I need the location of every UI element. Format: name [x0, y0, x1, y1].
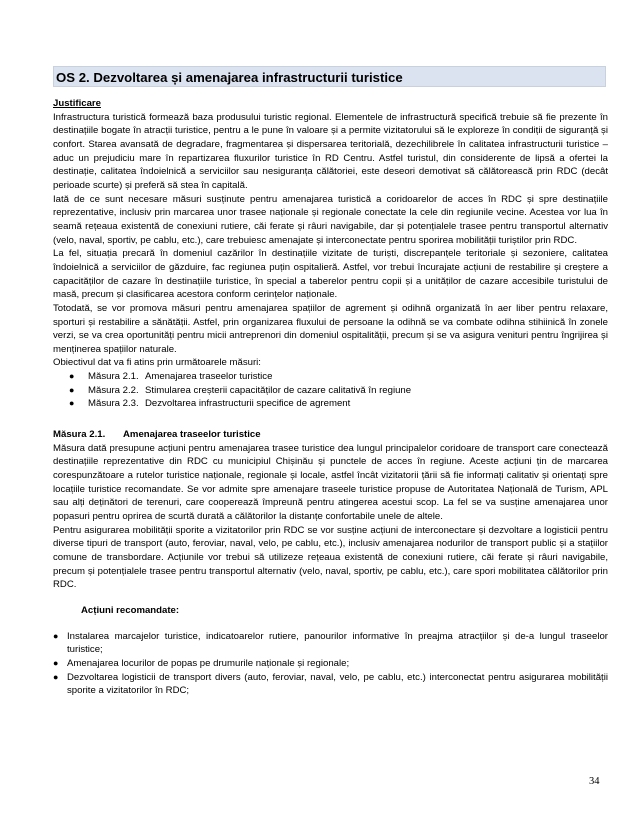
body-text: [53, 97, 608, 698]
paragraph: Obiectivul dat va fi atins prin următoarele măsuri:: [53, 357, 261, 369]
action-text: Amenajarea locurilor de popas pe drumurile naționale și regionale;: [67, 657, 350, 669]
measure-item: [69, 397, 608, 411]
measure-heading-code: Măsura 2.1.: [53, 429, 106, 441]
action-item: [53, 657, 608, 671]
action-text: Instalarea marcajelor turistice, indicatoarelor rutiere, panourilor informative în preajma atracțiilor și de-a lungul traseelor turistice;: [67, 630, 608, 656]
bullet-icon: ●: [69, 398, 75, 409]
paragraph: Totodată, se vor promova măsuri pentru amenajarea spațiilor de agrement și odihnă organizată în aer liber pentru relaxare, sporturi și restabilire a sănătății. Astfel, prin organizarea fluxului de persoane la odihnă se va combate odihna stihiinică în zonele verzi, se va crea oportunități pentru micii antreprenori din domeniul ospitalității, precum și se va asigura venituri pentru îngrijirea și menținerea spațiilor naturale.: [53, 302, 608, 355]
bullet-icon: ●: [53, 657, 59, 668]
bullet-icon: ●: [53, 630, 59, 641]
paragraph: Infrastructura turistică formează baza produsului turistic regional. Elementele de infrastructură specifică trebuie să fie prezente în destinațiile bogate în atracții turistice, pentru a le pune în valoare și a permite vizitatorului să le exploreze în condiții de siguranță și confort. Starea avansată de degradare, fragmentarea și dispersarea teritorială, dezechilibrele în calitatea infrastructurii turistice – aduc un prejudiciu mare în repartizarea fluxurilor turistice în RD Centru. Astfel turistul, din considerente de lipsă a ofertei la destinație, calitatea îndoielnică a serviciilor sau nesiguranța călătoriei, este deseori demotivat să călătorească prin RDC (decât perioade scurte) și preferă să stea în capitală.: [53, 111, 608, 191]
measure-code: Măsura 2.3.: [88, 398, 139, 410]
measure-code: Măsura 2.2.: [88, 384, 139, 396]
measure-code: Măsura 2.1.: [88, 371, 139, 383]
measures-list: [53, 370, 608, 411]
paragraph: Iată de ce sunt necesare măsuri susținute pentru amenajarea turistică a coridoarelor de acces în RDC și spre destinațiile reprezentative, inclusiv prin marcarea unor trasee naționale și regionale conectate la cele din regiunile vecine. Acestea vor lua în seamă rețeaua existentă de conexiuni rutiere, căi ferate și râuri navigabile, dar și potențialele trasee pentru transportul alternativ (velo, naval, sportiv, pe cablu, etc.), care trebuiesc amenajate și interconectate pentru sporirea mobilității turiștilor prin RDC.: [53, 193, 608, 246]
spacer: [53, 411, 608, 428]
action-item: [53, 671, 608, 698]
bullet-icon: ●: [69, 371, 75, 382]
measure-item: [69, 384, 608, 398]
paragraph: Pentru asigurarea mobilității sporite a vizitatorilor prin RDC se vor susține acțiuni de interconectare și dezvoltare a logisticii pentru diverse tipuri de transport (auto, feroviar, naval, velo, pe cablu, etc.), inclusiv amenajarea nodurilor de transport public și a stațiilor comune de transbordare. Acțiunile vor trebui să utilizeze rețeaua existentă de conexiuni rutiere, căi ferate și râuri navigabile, precum și potențialele trasee pentru transportul alternativ (velo, naval, sportiv, pe cablu, etc.), care spori mobilitatea călătorilor prin RDC.: [53, 524, 608, 591]
justificare-heading: Justificare: [53, 98, 101, 109]
paragraph: La fel, situația precară în domeniul cazărilor în destinațiile vizitate de turiști, discrepanțele teritoriale și sezoniere, calitatea îndoielnică a serviciilor de găzduire, fac regiunea puțin ospitalieră. Astfel, vor trebui încurajate acțiuni de restabilire și creștere a capacităților de cazare în destinațiile turistice, în special a taberelor pentru copii și a unităților de cazare accesibile turistului de masă, precum și clasificarea acestora conform cerințelor naționale.: [53, 248, 608, 301]
measure-heading: [53, 428, 608, 442]
measure-title: Stimularea creșterii capacităților de cazare calitativă în regiune: [145, 384, 412, 396]
measure-item: [69, 370, 608, 384]
measure-title: Dezvoltarea infrastructurii specifice de agrement: [145, 398, 351, 410]
action-item: [53, 630, 608, 657]
page-number: 34: [589, 776, 600, 787]
action-text: Dezvoltarea logisticii de transport divers (auto, feroviar, naval, velo, pe cablu, etc.) interconectat pentru asigurarea mobilității sporite a vizitatorilor în RDC;: [67, 671, 608, 697]
actions-title: Acțiuni recomandate:: [81, 604, 180, 616]
actions-list: [53, 630, 608, 698]
section-title: OS 2. Dezvoltarea și amenajarea infrastructurii turistice: [53, 66, 606, 87]
measure-title: Amenajarea traseelor turistice: [145, 371, 273, 383]
bullet-icon: ●: [69, 384, 75, 395]
paragraph: Măsura dată presupune acțiuni pentru amenajarea trasee turistice dea lungul principalelor coridoare de transport care conectează destinațiile reprezentative din RDC cu municipiul Chișinău și punctele de acces în regiune. Aceste acțiuni țin de marcarea corespunzătoare a rutelor turistice naționale, regionale și locale, astfel încât vizitatorii țării să fie informați calitativ și orientați spre locațiile turistice recomandate. Se vor admite spre amenajare traseele turistice propuse de Autoritatea Națională de Turism, APL sau alți deținători de terenuri, care cooperează împreună pentru atingerea acestui scop. La fel se va susține amenajarea unor popasuri pentru oprirea de scurtă durată a călătorilor la distanțe confortabile unele de altele.: [53, 442, 608, 522]
bullet-icon: ●: [53, 671, 59, 682]
measure-heading-title: Amenajarea traseelor turistice: [123, 429, 261, 441]
